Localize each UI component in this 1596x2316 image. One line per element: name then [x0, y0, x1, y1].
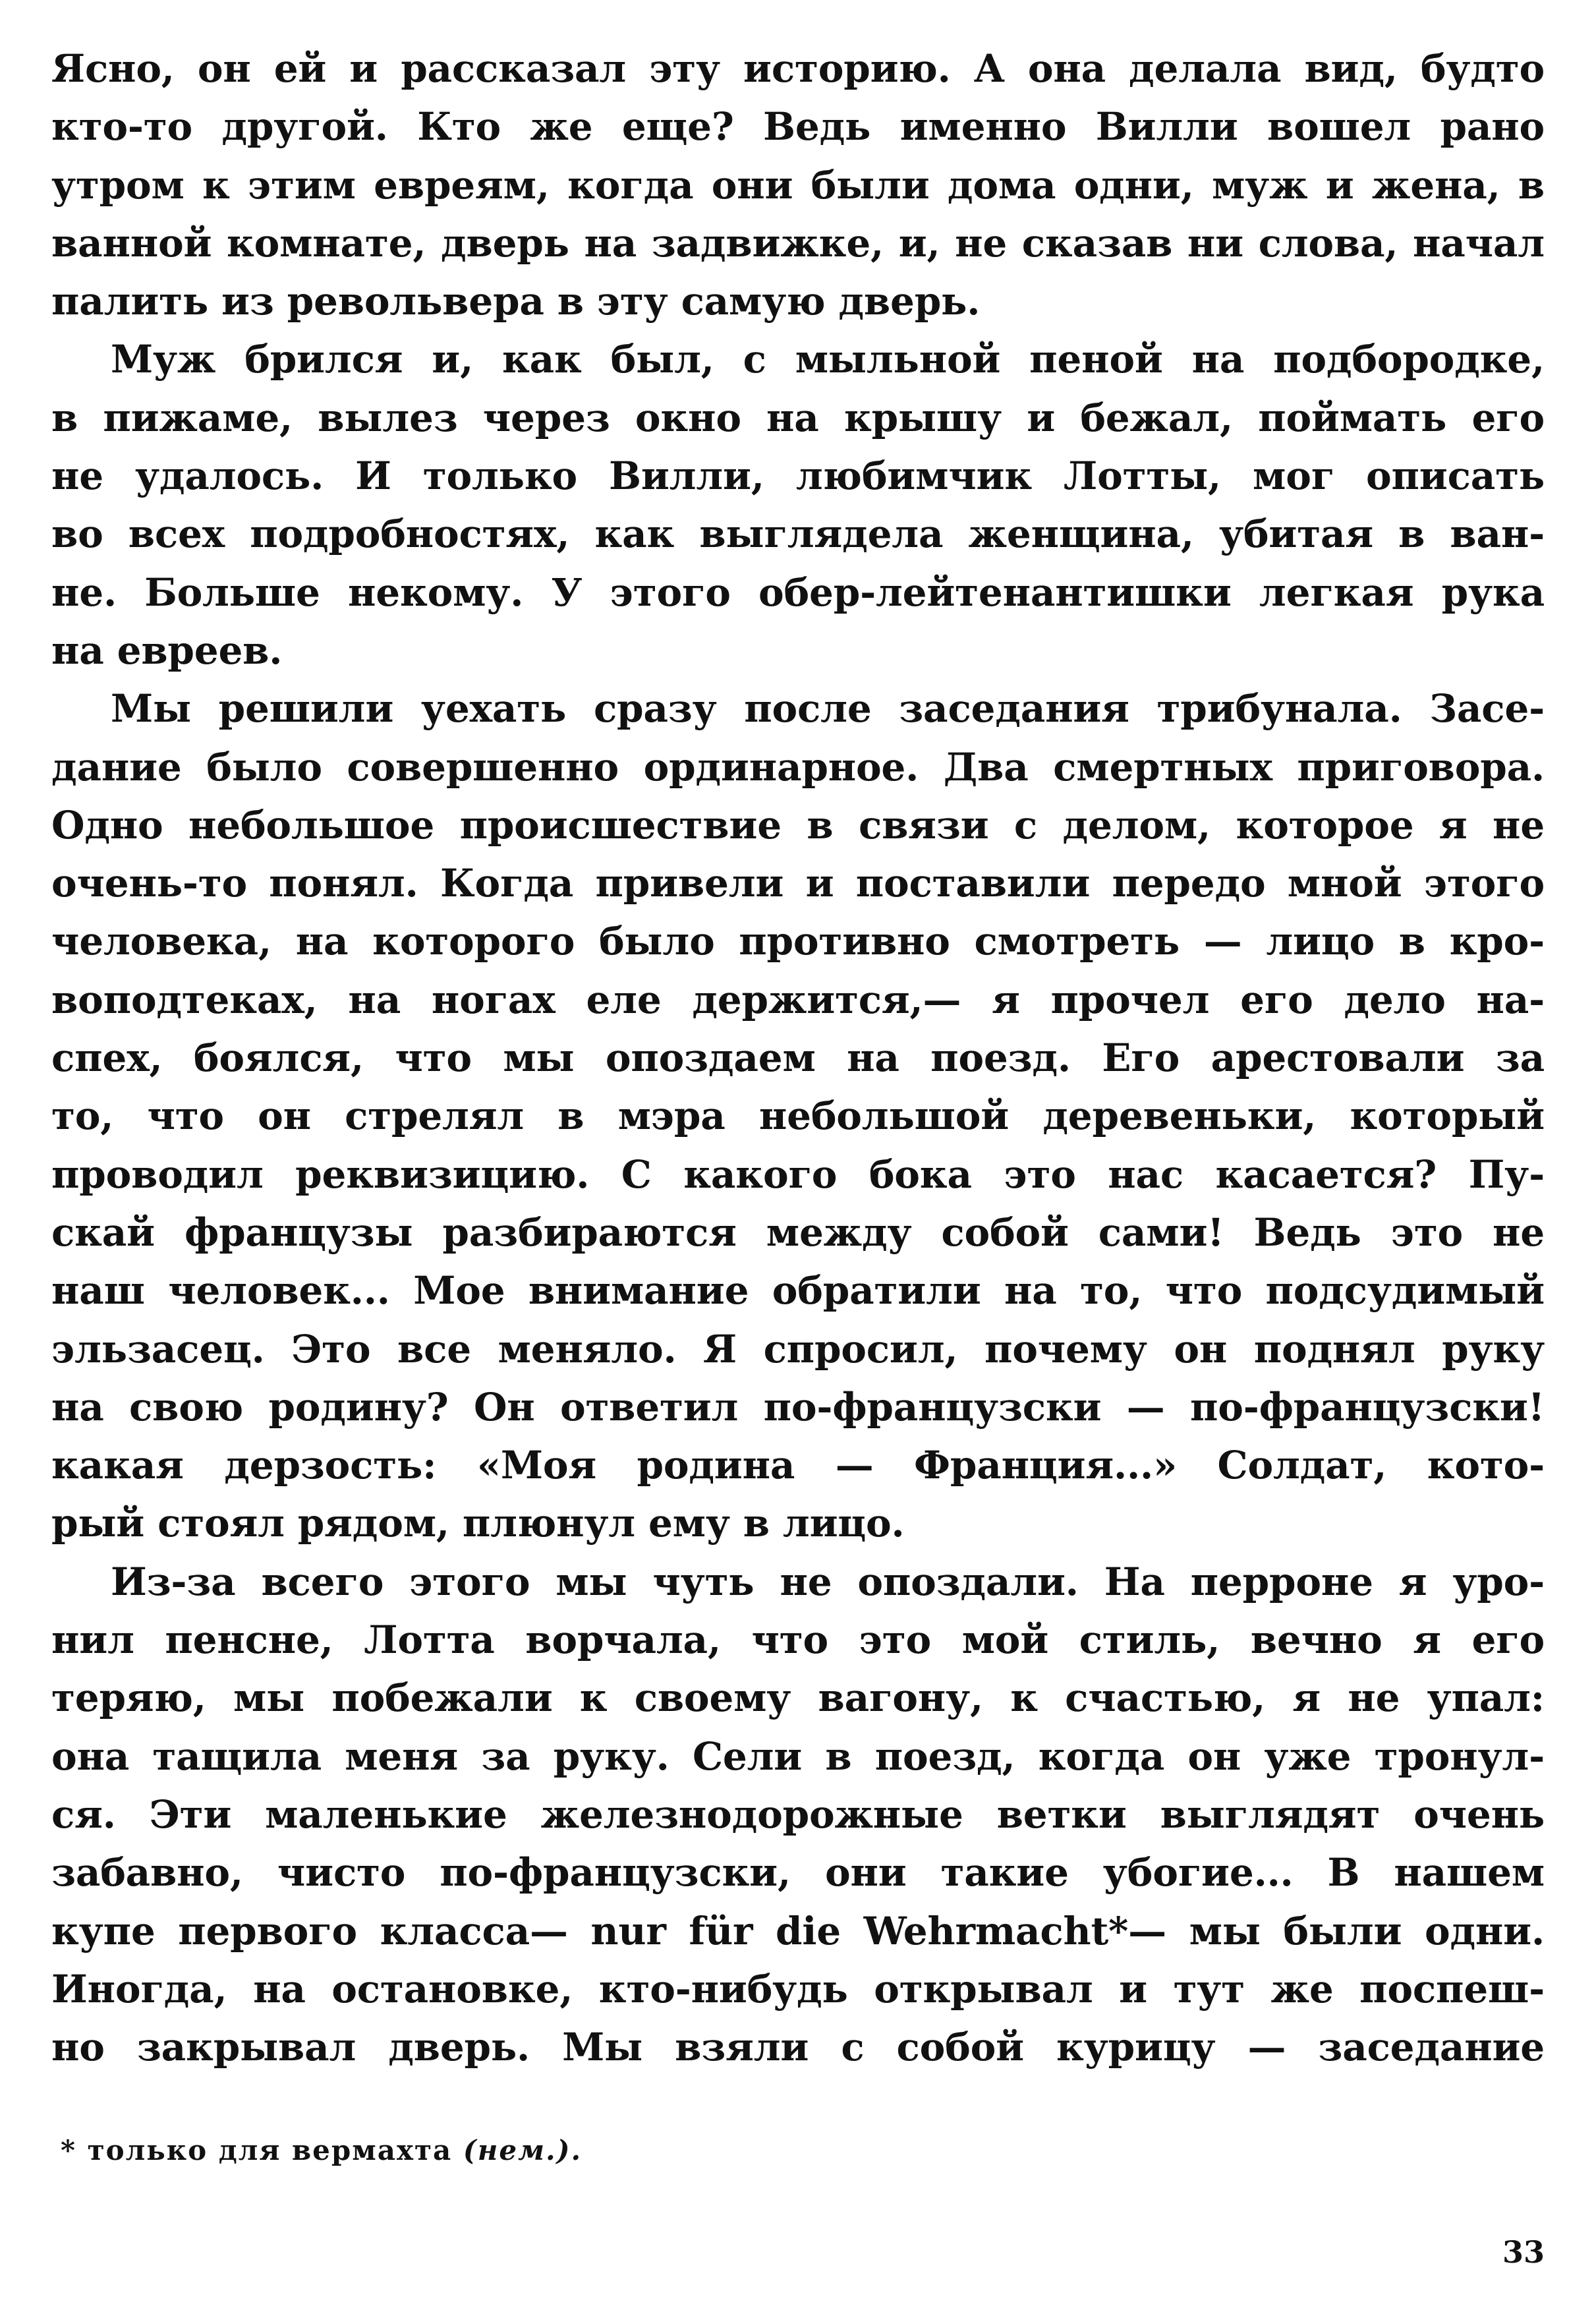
text-line: палить из револьвера в эту самую дверь. [51, 279, 981, 324]
text-line: забавно, чисто по-французски, они такие убогие... В нашем [51, 1850, 1545, 1896]
text-line: какая дерзость: «Моя родина — Франция...» Солдат, кото- [51, 1443, 1545, 1488]
text-line: не. Больше некому. У этого обер-лейтенантишки легкая рука [51, 569, 1545, 615]
paragraph-3 [51, 680, 1545, 1552]
text-line: скай французы разбираются между собой сами! Ведь это не [51, 1209, 1545, 1255]
text-line: спех, боялся, что мы опоздаем на поезд. Его арестовали за [51, 1035, 1545, 1081]
text-line: не удалось. И только Вилли, любимчик Лотты, мог описать [51, 453, 1545, 499]
text-line: она тащила меня за руку. Сели в поезд, когда он уже тронул- [51, 1733, 1545, 1779]
text-line: теряю, мы побежали к своему вагону, к счастью, я не упал: [51, 1675, 1545, 1721]
text-line: наш человек... Мое внимание обратили на то, что подсудимый [51, 1268, 1545, 1314]
page-number: 33 [1502, 2234, 1545, 2270]
footnote-marker: * [61, 2134, 76, 2166]
text-line: дание было совершенно ординарное. Два смертных приговора. [51, 744, 1545, 790]
text-line: то, что он стрелял в мэра небольшой деревеньки, который [51, 1093, 1545, 1139]
text-line: нил пенсне, Лотта ворчала, что это мой стиль, вечно я его [51, 1617, 1545, 1663]
paragraph-4 [51, 1553, 1545, 2077]
text-line: ванной комнате, дверь на задвижке, и, не сказав ни слова, начал [51, 220, 1545, 266]
text-line: Одно небольшое происшествие в связи с делом, которое я не [51, 802, 1545, 848]
text-line: во всех подробностях, как выглядела женщина, убитая в ван- [51, 511, 1545, 557]
text-line: на евреев. [51, 627, 283, 673]
paragraph-2 [51, 330, 1545, 680]
text-line: Мы решили уехать сразу после заседания трибунала. Засе- [111, 686, 1545, 732]
page-body [51, 40, 1545, 2076]
text-line: утром к этим евреям, когда они были дома одни, муж и жена, в [51, 162, 1545, 208]
text-line: на свою родину? Он ответил по-французски — по-французски! [51, 1384, 1545, 1430]
text-line: кто-то другой. Кто же еще? Ведь именно Вилли вошел рано [51, 104, 1545, 150]
text-line: Ясно, он ей и рассказал эту историю. А она делала вид, будто [51, 46, 1545, 91]
text-line: эльзасец. Это все меняло. Я спросил, почему он поднял руку [51, 1326, 1545, 1372]
footnote-text: только для вермахта [87, 2134, 453, 2166]
text-line: воподтеках, на ногах еле держится,— я прочел его дело на- [51, 977, 1545, 1022]
text-line: Из-за всего этого мы чуть не опоздали. На перроне я уро- [111, 1559, 1545, 1604]
text-line: купе первого класса— nur für die Wehrmacht*— мы были одни. [51, 1908, 1545, 1954]
paragraph-1 [51, 40, 1545, 330]
text-line: Иногда, на остановке, кто-нибудь открывал и тут же поспеш- [51, 1966, 1545, 2012]
text-line: ся. Эти маленькие железнодорожные ветки выглядят очень [51, 1791, 1545, 1837]
text-line: Муж брился и, как был, с мыльной пеной на подбородке, [111, 337, 1545, 382]
text-line: очень-то понял. Когда привели и поставили передо мной этого [51, 861, 1545, 906]
footnote-language-note: (нем.). [463, 2134, 583, 2166]
text-line: проводил реквизицию. С какого бока это нас касается? Пу- [51, 1151, 1545, 1197]
text-line: человека, на которого было противно смотреть — лицо в кро- [51, 919, 1545, 964]
text-line: рый стоял рядом, плюнул ему в лицо. [51, 1501, 905, 1546]
footnote [61, 2134, 582, 2166]
text-line: но закрывал дверь. Мы взяли с собой курицу — заседание [51, 2025, 1545, 2070]
text-line: в пижаме, вылез через окно на крышу и бежал, поймать его [51, 395, 1545, 440]
